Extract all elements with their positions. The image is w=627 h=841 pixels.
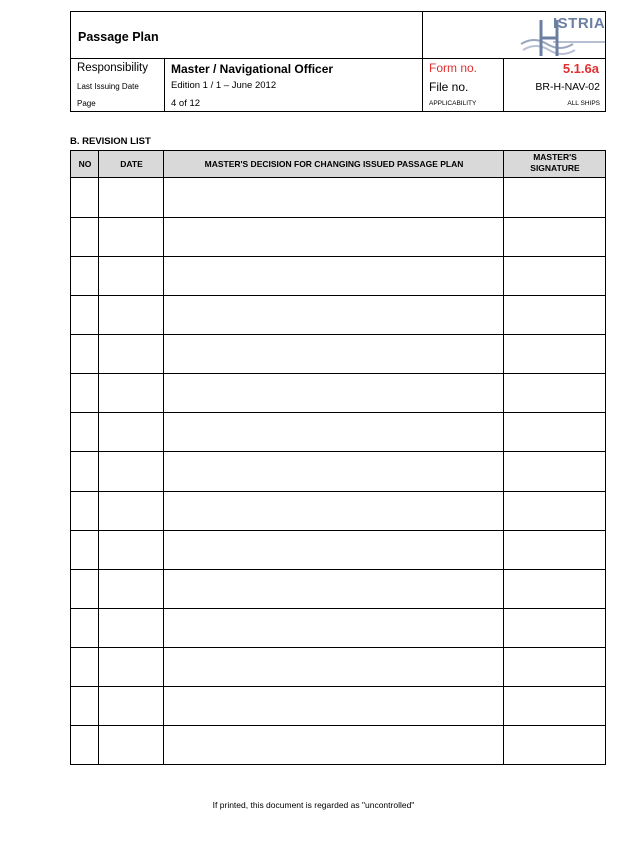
cell-date[interactable] [99, 451, 163, 490]
cell-no[interactable] [71, 569, 98, 608]
cell-no[interactable] [71, 686, 98, 725]
cell-no[interactable] [71, 491, 98, 530]
table-row [71, 256, 605, 295]
form-number-value: 5.1.6a [562, 61, 599, 76]
cell-no[interactable] [71, 451, 98, 490]
table-row [71, 491, 605, 530]
file-number-label: File no. [429, 80, 469, 94]
cell-decision[interactable] [164, 647, 503, 686]
column-header-signature: MASTER'S SIGNATURE [530, 152, 580, 173]
revision-table [70, 150, 606, 765]
last-issuing-date-label: Last Issuing Date [77, 82, 139, 91]
row-divider [71, 491, 605, 492]
cell-no[interactable] [71, 608, 98, 647]
applicability-value: ALL SHIPS [567, 100, 600, 107]
cell-signature[interactable] [504, 178, 606, 217]
cell-signature[interactable] [504, 217, 606, 256]
table-row [71, 178, 605, 217]
footer-note: If printed, this document is regarded as "uncontrolled" [212, 800, 415, 810]
cell-decision[interactable] [164, 256, 503, 295]
table-header-row [71, 151, 605, 178]
cell-date[interactable] [99, 373, 163, 412]
cell-decision[interactable] [164, 373, 503, 412]
cell-date[interactable] [99, 178, 163, 217]
cell-date[interactable] [99, 256, 163, 295]
cell-date[interactable] [99, 725, 163, 764]
cell-date[interactable] [99, 530, 163, 569]
cell-date[interactable] [99, 412, 163, 451]
table-row [71, 373, 605, 412]
cell-decision[interactable] [164, 178, 503, 217]
header-divider [503, 58, 504, 111]
cell-no[interactable] [71, 217, 98, 256]
cell-signature[interactable] [504, 256, 606, 295]
cell-decision[interactable] [164, 412, 503, 451]
header-divider [164, 58, 165, 111]
form-number-label: Form no. [429, 61, 478, 75]
cell-decision[interactable] [164, 530, 503, 569]
row-divider [71, 217, 605, 218]
cell-no[interactable] [71, 725, 98, 764]
cell-signature[interactable] [504, 451, 606, 490]
cell-no[interactable] [71, 412, 98, 451]
table-row [71, 647, 605, 686]
logo-text: ISTRIA [553, 15, 606, 32]
cell-signature[interactable] [504, 530, 606, 569]
document-header [70, 11, 606, 112]
cell-no[interactable] [71, 373, 98, 412]
column-header-decision: MASTER'S DECISION FOR CHANGING ISSUED PASSAGE PLAN [204, 159, 464, 169]
row-divider [71, 608, 605, 609]
cell-date[interactable] [99, 491, 163, 530]
table-row [71, 451, 605, 490]
row-divider [71, 373, 605, 374]
row-divider [71, 530, 605, 531]
applicability-label: APPLICABILITY [429, 100, 477, 107]
page-label: Page [77, 99, 96, 108]
cell-signature[interactable] [504, 647, 606, 686]
cell-date[interactable] [99, 334, 163, 373]
cell-date[interactable] [99, 295, 163, 334]
revision-list-heading: B. REVISION LIST [70, 136, 151, 147]
row-divider [71, 569, 605, 570]
cell-signature[interactable] [504, 608, 606, 647]
cell-date[interactable] [99, 647, 163, 686]
cell-signature[interactable] [504, 725, 606, 764]
header-divider [422, 12, 423, 111]
cell-decision[interactable] [164, 491, 503, 530]
table-row [71, 412, 605, 451]
cell-no[interactable] [71, 256, 98, 295]
table-row [71, 725, 605, 764]
cell-decision[interactable] [164, 569, 503, 608]
cell-decision[interactable] [164, 725, 503, 764]
cell-signature[interactable] [504, 686, 606, 725]
row-divider [71, 451, 605, 452]
cell-decision[interactable] [164, 295, 503, 334]
cell-no[interactable] [71, 647, 98, 686]
cell-no[interactable] [71, 295, 98, 334]
cell-date[interactable] [99, 686, 163, 725]
header-divider [71, 58, 422, 59]
cell-decision[interactable] [164, 608, 503, 647]
row-divider [71, 334, 605, 335]
cell-date[interactable] [99, 217, 163, 256]
column-header-no: NO [78, 159, 92, 169]
row-divider [71, 256, 605, 257]
cell-signature[interactable] [504, 491, 606, 530]
table-row [71, 686, 605, 725]
responsibility-label: Responsibility [77, 62, 148, 74]
table-row [71, 295, 605, 334]
cell-signature[interactable] [504, 373, 606, 412]
cell-decision[interactable] [164, 451, 503, 490]
table-row [71, 334, 605, 373]
row-divider [71, 295, 605, 296]
cell-decision[interactable] [164, 686, 503, 725]
cell-no[interactable] [71, 334, 98, 373]
cell-signature[interactable] [504, 412, 606, 451]
cell-decision[interactable] [164, 217, 503, 256]
responsibility-value: Master / Navigational Officer [171, 62, 334, 76]
table-row [71, 608, 605, 647]
cell-signature[interactable] [504, 295, 606, 334]
cell-no[interactable] [71, 178, 98, 217]
row-divider [71, 412, 605, 413]
table-row [71, 217, 605, 256]
company-logo [519, 14, 607, 58]
cell-signature[interactable] [504, 569, 606, 608]
document-title: Passage Plan [78, 30, 159, 44]
cell-decision[interactable] [164, 334, 503, 373]
last-issuing-date-value: Edition 1 / 1 – June 2012 [171, 80, 277, 91]
cell-signature[interactable] [504, 334, 606, 373]
column-header-date: DATE [120, 159, 143, 169]
row-divider [71, 725, 605, 726]
row-divider [71, 647, 605, 648]
row-divider [71, 686, 605, 687]
page-value: 4 of 12 [171, 98, 201, 109]
file-number-value: BR-H-NAV-02 [535, 81, 600, 93]
header-divider [422, 58, 606, 59]
table-row [71, 569, 605, 608]
cell-date[interactable] [99, 569, 163, 608]
cell-no[interactable] [71, 530, 98, 569]
table-row [71, 530, 605, 569]
cell-date[interactable] [99, 608, 163, 647]
